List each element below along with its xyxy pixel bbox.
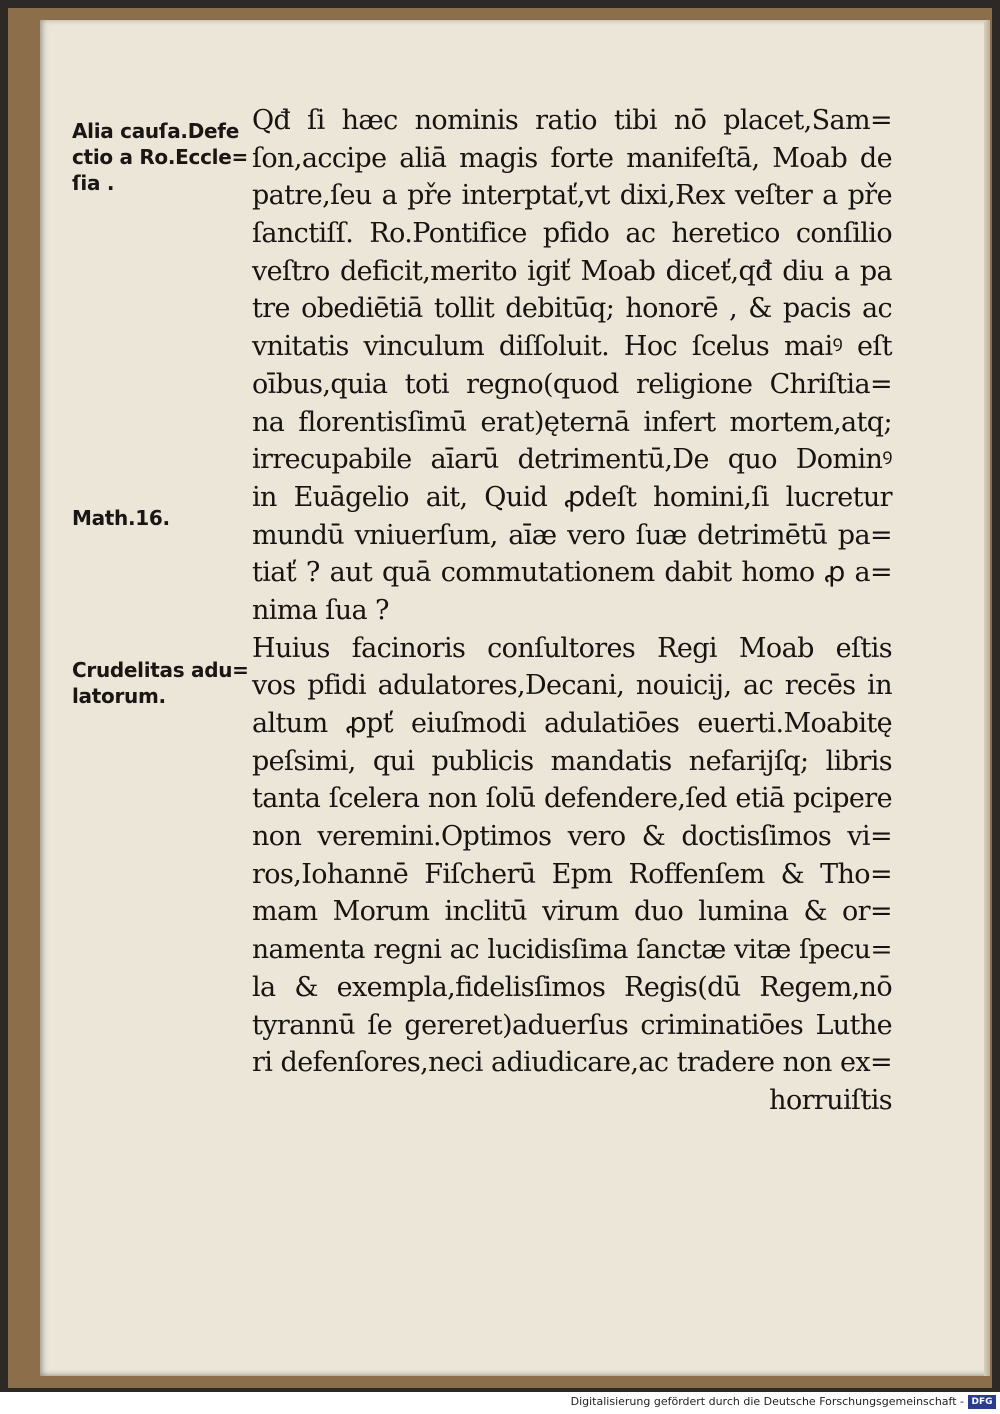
text-line: Qđ ſi hæc nominis ratio tibi nō placet,Sam=	[252, 105, 892, 136]
text-line: peſsimi, qui publicis mandatis nefarijſq; libris	[252, 745, 892, 777]
body-text	[252, 102, 892, 1120]
margin-note-math	[72, 505, 170, 531]
text-line: mundū vniuerſum, aīæ vero ſuæ detrimētū pa=	[252, 519, 892, 551]
dfg-logo: DFG	[968, 1395, 996, 1409]
margin-note-crudelitas	[72, 657, 249, 709]
text-line: patre,ſeu a pře interptať,vt dixi,Rex veſter a pře	[252, 180, 892, 212]
margin-note-line: Alia cauſa.Defe	[72, 119, 239, 143]
text-line: na florentisſimū erat)ęternā infert mortem,atq;	[252, 406, 892, 438]
margin-note-line: Crudelitas adu=	[72, 658, 249, 682]
text-line: tanta ſcelera non ſolū defendere,ſed etiā pcipere	[252, 783, 892, 815]
margin-note-line: Math.16.	[72, 506, 170, 530]
footer-bar	[0, 1392, 1000, 1414]
text-line: Huius facinoris conſultores Regi Moab eſtis	[252, 632, 892, 664]
page-edge	[984, 20, 990, 1376]
text-line: oībus,quia toti regno(quod religione Chriſtia=	[252, 368, 892, 400]
text-line: mam Morum inclitū virum duo lumina & or=	[252, 896, 892, 928]
text-line: ſon,accipe aliā magis forte manifeſtā, Moab de	[252, 142, 892, 174]
text-line: nima ſua ?	[252, 594, 389, 626]
text-line: irrecupabile aīarū detrimentū,De quo Dominꝰ	[252, 444, 892, 476]
text-line: non veremini.Optimos vero & doctisſimos vi=	[252, 821, 892, 853]
text-line: vos pfidi adulatores,Decani, nouicij, ac recēs in	[252, 670, 892, 702]
margin-note-line: ctio a Ro.Eccle=	[72, 145, 248, 169]
text-line: tiať ? aut quā commutationem dabit homo ꝓ a=	[252, 557, 892, 589]
text-line: in Euāgelio ait, Quid ꝓdeſt homini,ſi lucretur	[252, 481, 892, 513]
catchword: horruiſtis	[769, 1084, 892, 1116]
margin-note-alia-causa	[72, 118, 248, 196]
text-line: tyrannū ſe gereret)aduerſus criminatiōes Luthe	[252, 1009, 892, 1041]
digitization-credit: Digitalisierung gefördert durch die Deutsche Forschungsgemeinschaft -	[570, 1395, 964, 1408]
margin-note-line: latorum.	[72, 684, 166, 708]
text-line: la & exempla,fidelisſimos Regis(dū Regem,nō	[252, 971, 892, 1003]
text-line: ſanctiſſ. Ro.Pontifice pfido ac heretico conſilio	[252, 218, 892, 250]
text-line: namenta regni ac lucidisſima ſanctæ vitæ ſpecu=	[252, 934, 892, 966]
text-line: altum ꝓpť eiuſmodi adulatiōes euerti.Moabitę	[252, 708, 892, 739]
text-line: ros,Iohannē Fiſcherū Epm Roffenſem & Tho=	[252, 858, 892, 890]
text-line: veſtro deficit,merito igiť Moab diceť,qđ diu a pa	[252, 255, 892, 287]
text-line: ri defenſores,neci adiudicare,ac tradere non ex=	[252, 1047, 892, 1079]
text-line: tre obediētiā tollit debitūq; honorē , & pacis ac	[252, 293, 892, 325]
margin-note-line: ſia .	[72, 171, 115, 195]
text-line: vnitatis vinculum diſſoluit. Hoc ſcelus maiꝰ eſt	[252, 331, 892, 363]
